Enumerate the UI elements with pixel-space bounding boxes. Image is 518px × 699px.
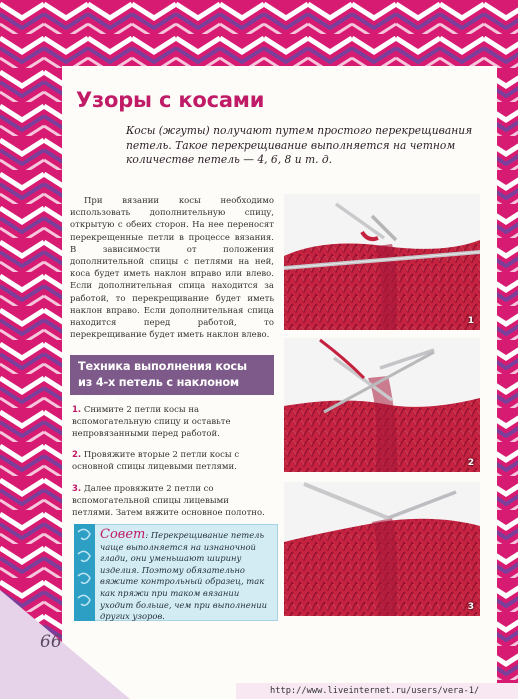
body-paragraph: При вязании косы необходимо использовать дополнительную спицу, открытую с обеих сторон. На нее переносят перекрещенные петли в процессе вязания. В зависимости от положения дополнительной спицы с петлями на ней, коса будет иметь наклон вправо или влево. Если дополнительная спица находится за работой, то перекрещивание будет иметь наклон вправо. Если дополнительная спица находится перед работой, то перекрещивание будет иметь наклон влево.	[70, 196, 274, 341]
step-text: Снимите 2 петли косы на вспомогательную спицу и оставьте непровязанными перед работой.	[72, 405, 231, 440]
step-1	[72, 404, 272, 441]
source-url-link[interactable]: http://www.liveinternet.ru/users/vera-1/	[270, 686, 480, 696]
section-heading-line-1: Техника выполнения косы	[78, 360, 247, 373]
body-text-block	[70, 195, 274, 341]
step-3	[72, 483, 272, 520]
step-number: 3.	[72, 484, 82, 494]
photo-number: 3	[467, 602, 474, 612]
knitting-photo-2	[284, 338, 480, 472]
section-heading-line-2: из 4-х петель с наклоном влево	[78, 376, 239, 405]
step-2	[72, 449, 272, 473]
section-heading-banner	[70, 355, 274, 405]
advice-heading: Совет	[100, 527, 146, 542]
step-number: 2.	[72, 450, 82, 460]
advice-text: : Перекрещивание петель чаще выполняется на изнаночной глади, они уменьшают ширину изделия. Поэтому обязательно вяжите контрольный образец, так как пряжи при таком вязании уходит больше, чем при выполнении других узоров.	[100, 530, 268, 622]
photo-number: 2	[467, 458, 474, 468]
photo-number: 1	[467, 316, 474, 326]
advice-content	[100, 529, 272, 623]
swirl-ornament-icon	[74, 524, 95, 621]
page-title: Узоры с косами	[76, 88, 265, 112]
page-number: 66	[40, 632, 62, 652]
advice-decor-strip	[74, 524, 95, 621]
knitting-photo-3	[284, 482, 480, 616]
step-text: Провяжите вторые 2 петли косы с основной спицы лицевыми петлями.	[72, 450, 240, 473]
step-number: 1.	[72, 405, 82, 415]
intro-text: Косы (жгуты) получают путем простого перекрещивания петель. Такое перекрещивание выполняется на четном количестве петель — 4, 6, 8 и т. д.	[126, 124, 473, 166]
step-text: Далее провяжите 2 петли со вспомогательной спицы лицевыми петлями. Затем вяжите основное полотно.	[72, 484, 265, 519]
photo-step-1	[284, 194, 480, 330]
photo-step-3	[284, 482, 480, 616]
photo-step-2	[284, 338, 480, 472]
source-footer	[236, 683, 518, 699]
knitting-photo-1	[284, 194, 480, 330]
